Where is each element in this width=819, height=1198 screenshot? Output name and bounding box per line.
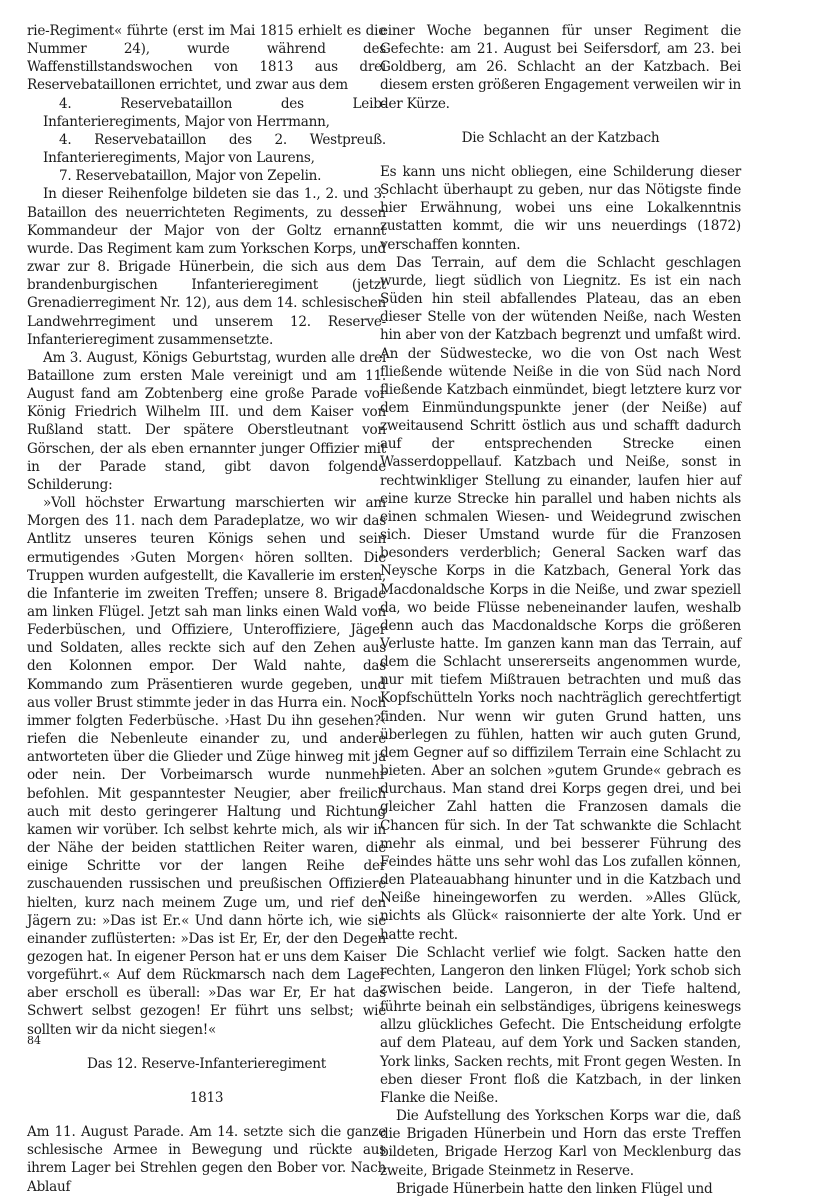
right-column bbox=[380, 22, 741, 1198]
paragraph: Die Aufstellung des Yorkschen Korps war die, daß die Brigaden Hünerbein und Horn das erste Treffen bildeten, Brigade Herzog Karl von Mecklenburg das zweite, Brigade Steinmetz in Reserve. bbox=[380, 1108, 741, 1179]
section-heading: Die Schlacht an der Katzbach bbox=[461, 129, 660, 146]
page-number: 84 bbox=[27, 1034, 41, 1047]
left-column bbox=[27, 22, 386, 1196]
section-subheading-year: 1813 bbox=[189, 1089, 224, 1106]
paragraph: Brigade Hünerbein hatte den linken Flügel und bbox=[396, 1180, 713, 1197]
paragraph: Am 3. August, Königs Geburtstag, wurden alle drei Bataillone zum ersten Male vereinigt und am 11. August fand am Zobtenberg eine große Parade vor König Friedrich Wilhelm III. und dem Kaiser von Rußland statt. Der spätere Oberstleutnant von Görschen, der als eben ernannter junger Offizier mit in der Parade stand, gibt davon folgende Schilderung: bbox=[27, 349, 386, 493]
list-item: 7. Reservebataillon, Major von Zepelin. bbox=[59, 168, 322, 185]
paragraph: rie-Regiment« führte (erst im Mai 1815 erhielt es die Nummer 24), wurde während des Waffenstillstandswochen von 1813 aus drei Reservebataillonen errichtet, und zwar aus dem bbox=[27, 23, 386, 94]
paragraph: Es kann uns nicht obliegen, eine Schilderung dieser Schlacht überhaupt zu geben, nur das Nötigste finde hier Erwähnung, wobei uns eine Lokalkenntnis zustatten kommt, die wir uns neuerdings (1872) verschaffen konnten. bbox=[380, 163, 741, 253]
paragraph: Am 11. August Parade. Am 14. setzte sich die ganze schlesische Armee in Bewegung und rückte aus ihrem Lager bei Strehlen gegen den Bober vor. Nach Ablauf bbox=[27, 1124, 386, 1195]
paragraph: Das Terrain, auf dem die Schlacht geschlagen wurde, liegt südlich von Liegnitz. Es ist ein nach Süden hin steil abfallendes Plateau, das an eben dieser Stelle von der wütenden Neiße, nach Westen hin aber von der Katzbach begrenzt und umfaßt wird. An der Südwestecke, wo die von Ost nach West fließende wütende Neiße in die von Süd nach Nord fließende Katzbach einmündet, biegt letztere kurz vor dem Einmündungspunkte jener (der Neiße) auf zweitausend Schritt östlich aus und schafft dadurch auf der entsprechenden Strecke einen Wasserdoppellauf. Katzbach und Neiße, sonst in rechtwinkliger Stellung zu einander, laufen hier auf eine kurze Strecke hin parallel und haben nichts als einen schmalen Wiesen- und Weidegrund zwischen sich. Dieser Umstand wurde für die Franzosen besonders verderblich; General Sacken warf das Neysche Korps in die Katzbach, General York das Macdonaldsche Korps in die Neiße, und zwar speziell da, wo beide Flüsse nebeneinander laufen, weshalb denn auch das Macdonaldsche Korps die größeren Verluste hatte. Im ganzen kann man das Terrain, auf dem die Schlacht unsererseits angenommen wurde, nur mit tiefem Mißtrauen betrachten und muß das Kopfschütteln Yorks noch nachträglich gerechtfertigt finden. Nur wenn wir guten Grund hatten, uns überlegen zu fühlen, hatten wir auch guten Grund, dem Gegner auf so diffizilem Terrain eine Schlacht zu bieten. Aber an solchen »gutem Grunde« gebrach es durchaus. Man stand drei Korps gegen drei, und bei gleicher Zahl hatten die Franzosen damals die Chancen für sich. In der Tat schwankte die Schlacht mehr als einmal, und bei besserer Führung des Feindes hätte uns sehr wohl das Los zufallen können, den Plateauabhang hinunter und in die Katzbach und Neiße hineingeworfen zu werden. »Alles Glück, nichts als Glück« raisonnierte der alte York. Und er hatte recht. bbox=[380, 254, 741, 943]
section-heading: Das 12. Reserve-Infanterieregiment bbox=[86, 1055, 326, 1072]
paragraph: einer Woche begannen für unser Regiment die Gefechte: am 21. August bei Seifersdorf, am 23. bei Goldberg, am 26. Schlacht an der Katzbach. Bei diesem ersten größeren Engagement verweilen wir in der Kürze. bbox=[380, 23, 741, 112]
paragraph: In dieser Reihenfolge bildeten sie das 1., 2. und 3. Bataillon des neuerrichteten Regiments, zu dessen Kommandeur der Major von der Goltz ernannt wurde. Das Regiment kam zum Yorkschen Korps, und zwar zur 8. Brigade Hünerbein, die sich aus dem brandenburgischen Infanterieregiment (jetzt Grenadierregiment Nr. 12), aus dem 14. schlesischen Landwehrregiment und unserem 12. Reserve-Infanterieregiment zusammensetzte. bbox=[27, 186, 386, 348]
paragraph: Die Schlacht verlief wie folgt. Sacken hatte den rechten, Langeron den linken Flügel; York schob sich zwischen beide. Langeron, in der Tiefe haltend, führte beinah ein selbständiges, übrigens keineswegs allzu glückliches Gefecht. Die Entscheidung erfolgte auf dem Plateau, auf dem York und Sacken standen, York links, Sacken rechts, mit Front gegen Westen. In eben dieser Front floß die Katzbach, in der linken Flanke die Neiße. bbox=[380, 944, 741, 1106]
quote-paragraph: »Voll höchster Erwartung marschierten wir am Morgen des 11. nach dem Paradeplatze, wo wir das Antlitz unseres teuren Königs sehen und sein ermutigendes ›Guten Morgen‹ hören sollten. Die Truppen wurden aufgestellt, die Kavallerie im ersten, die Infanterie im zweiten Treffen; unsere 8. Brigade am linken Flügel. Jetzt sah man links einen Wald von Federbüschen, und Offiziere, Unteroffiziere, Jäger und Soldaten, alles reckte sich auf den Zehen aus den Kolonnen empor. Der Wald nahte, das Kommando zum Präsentieren wurde gegeben, und aus voller Brust stimmte jeder in das Hurra ein. Noch immer folgten Federbüsche. ›Hast Du ihn gesehen?‹ riefen die Nebenleute einander zu, und andere antworteten über die Glieder und Züge hinweg mit ja oder nein. Der Vorbeimarsch wurde nunmehr befohlen. Mit gespanntester Neugier, aber freilich auch mit desto geringerer Haltung und Richtung kamen wir vorüber. Ich selbst kehrte mich, als wir in der Nähe der beiden stattlichen Reiter waren, die einige Schritte vor der langen Reihe der zuschauenden russischen und preußischen Offiziere hielten, kurz nach meinem Zuge um, und rief den Jägern zu: »Das ist Er.« Und dann hörte ich, wie sie einander zuflüsterten: »Das ist Er, Er, der den Degen gezogen hat. In eigener Person hat er uns dem Kaiser vorgeführt.« Auf dem Rückmarsch nach dem Lager aber erscholl es überall: »Das war Er, Er hat das Schwert selbst gezogen! Er führt uns selbst; wie sollten wir da nicht siegen!« bbox=[27, 495, 386, 1038]
list-item: 4. Reservebataillon des 2. Westpreuß. Infanterieregiments, Major von Laurens, bbox=[43, 131, 386, 167]
list-item: 4. Reservebataillon des Leib-Infanterieregiments, Major von Herrmann, bbox=[43, 95, 386, 130]
